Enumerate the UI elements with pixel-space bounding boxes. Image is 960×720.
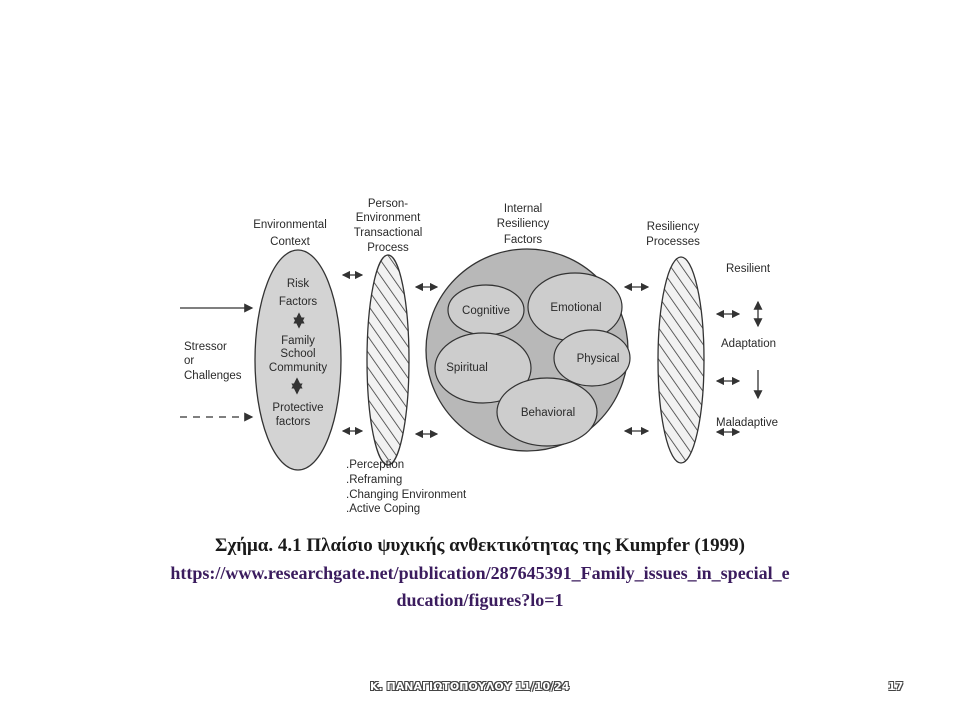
figure-caption-title: Σχήμα. 4.1 Πλαίσιο ψυχικής ανθεκτικότητας της Kumpfer (1999) <box>215 535 745 556</box>
svg-text:Cognitive: Cognitive <box>462 305 510 317</box>
svg-text:Context: Context <box>270 236 310 248</box>
svg-text:Resilient: Resilient <box>726 263 771 275</box>
svg-text:Person-: Person- <box>367 198 409 210</box>
svg-text:Spiritual: Spiritual <box>446 362 488 374</box>
internal-resiliency-heading <box>497 203 550 246</box>
svg-text:Challenges: Challenges <box>184 370 242 382</box>
svg-text:Maladaptive: Maladaptive <box>716 417 779 429</box>
svg-text:Emotional: Emotional <box>550 302 602 314</box>
svg-text:Process: Process <box>367 242 409 254</box>
person-environment-ellipse <box>367 255 409 465</box>
svg-text:Environmental: Environmental <box>253 219 327 231</box>
svg-text:.Changing Environment: .Changing Environment <box>346 489 467 501</box>
svg-text:Adaptation: Adaptation <box>721 338 776 350</box>
environmental-context-heading <box>253 219 327 248</box>
outcome-labels <box>716 263 778 429</box>
svg-text:.Active Coping: .Active Coping <box>346 503 421 515</box>
svg-text:factors: factors <box>275 416 311 428</box>
kumpfer-resilience-framework-diagram <box>170 190 810 520</box>
resiliency-processes-ellipse <box>658 257 704 463</box>
svg-text:Transactional: Transactional <box>353 227 423 239</box>
svg-text:Physical: Physical <box>576 353 620 365</box>
figure-source-url-line-1[interactable]: https://www.researchgate.net/publication/287645391_Family_issues_in_special_e <box>170 563 790 583</box>
svg-text:Stressor: Stressor <box>184 341 227 353</box>
svg-text:.Perception: .Perception <box>346 459 405 471</box>
svg-text:Factors: Factors <box>278 296 318 308</box>
svg-text:Family: Family <box>281 335 315 347</box>
svg-text:Environment: Environment <box>355 212 421 224</box>
svg-text:Processes: Processes <box>646 236 700 248</box>
svg-text:Community: Community <box>268 362 328 374</box>
svg-text:or: or <box>184 355 195 367</box>
svg-text:Behavioral: Behavioral <box>520 407 576 419</box>
svg-text:Protective: Protective <box>272 402 324 414</box>
footer-page-number: 17 <box>888 680 904 693</box>
svg-text:.Reframing: .Reframing <box>346 474 403 486</box>
svg-text:Internal: Internal <box>503 203 543 215</box>
transactional-items <box>346 459 467 515</box>
resiliency-processes-heading <box>646 221 700 248</box>
svg-text:Risk: Risk <box>286 278 310 290</box>
footer-author-date: Κ. ΠΑΝΑΓΙΩΤΟΠΟΥΛΟΥ 11/10/24 <box>370 680 570 693</box>
stressor-label <box>184 341 242 382</box>
svg-text:Resiliency: Resiliency <box>496 218 550 230</box>
svg-text:Factors: Factors <box>503 234 543 246</box>
svg-text:School: School <box>280 348 316 360</box>
person-environment-heading <box>354 198 423 254</box>
svg-text:Resiliency: Resiliency <box>646 221 700 233</box>
figure-source-url-line-2[interactable]: ducation/figures?lo=1 <box>396 590 564 610</box>
